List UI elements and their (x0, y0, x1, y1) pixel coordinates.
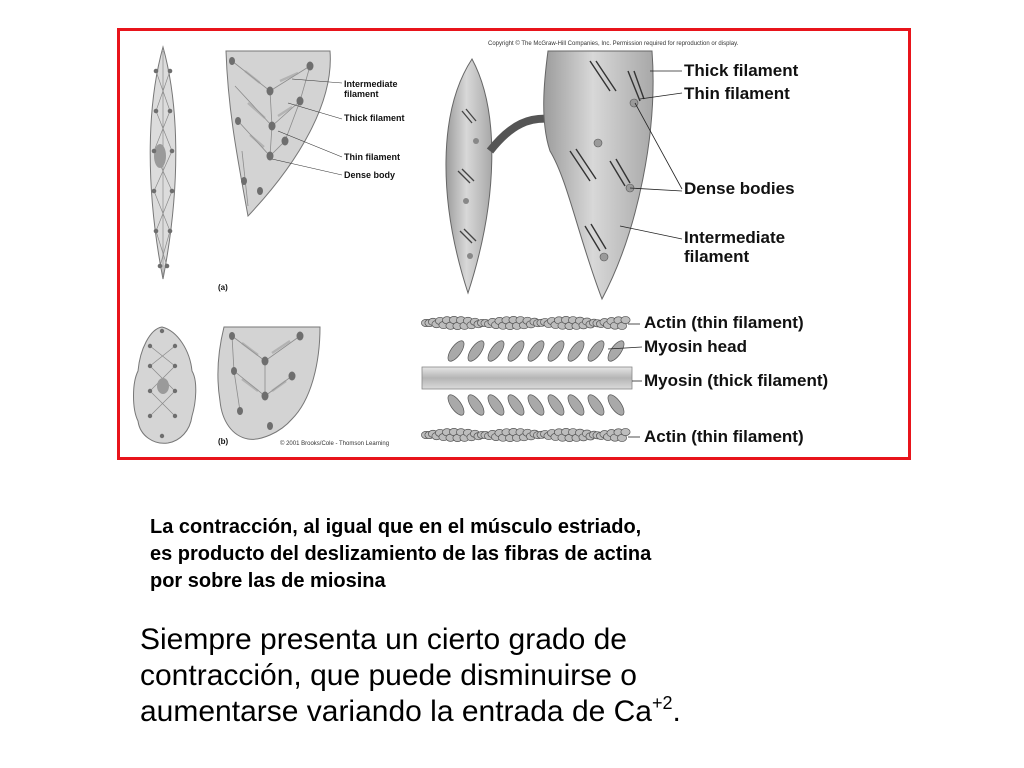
actin-top (421, 316, 630, 329)
myosin-head (545, 392, 567, 417)
caption-bold-line: La contracción, al igual que en el músculo estriado, (150, 516, 642, 538)
myosin-head (565, 338, 587, 363)
label-actin-top: Actin (thin filament) (644, 313, 804, 332)
caption-main (140, 622, 1000, 730)
myosin-head (585, 392, 607, 417)
label-thin-filament-small: Thin filament (344, 152, 400, 162)
actin-monomer (621, 428, 630, 435)
label-intermediate-filament: Intermediate filament (684, 228, 786, 266)
myosin-head (465, 392, 487, 417)
label-dense-bodies: Dense bodies (684, 179, 795, 198)
contracted-cell-enlarged (218, 327, 320, 439)
label-thin-filament: Thin filament (684, 84, 790, 103)
caption-bold (150, 514, 970, 595)
nucleus (154, 144, 166, 168)
relaxed-cell-small (150, 47, 176, 279)
myosin-thick-filament (422, 367, 632, 389)
panel-b-label: (b) (218, 437, 229, 446)
label-dense-body-small: Dense body (344, 170, 396, 180)
myosin-head (485, 392, 507, 417)
relaxed-cell-enlarged (226, 51, 342, 216)
caption-main-line: Siempre presenta un cierto grado de (140, 623, 627, 656)
contracted-cell-small (134, 327, 196, 443)
copyright-text: Copyright © The McGraw-Hill Companies, Inc. Permission required for reproduction or display. (488, 41, 739, 47)
myosin-head (505, 392, 527, 417)
label-thick-filament-small: Thick filament (344, 113, 405, 123)
myosin-head (445, 392, 467, 417)
myosin-head (465, 338, 487, 363)
label-intermediate-filament-small: Intermediate filament (344, 79, 398, 99)
myosin-head (605, 338, 627, 363)
myosin-head (505, 338, 527, 363)
myosin-head (565, 392, 587, 417)
panel-a-label: (a) (218, 283, 228, 292)
calcium-charge: +2 (652, 693, 673, 713)
myosin-head (585, 338, 607, 363)
label-actin-bottom: Actin (thin filament) (644, 427, 804, 446)
caption-main-line: contracción, que puede disminuirse o (140, 659, 637, 692)
label-myosin-head: Myosin head (644, 337, 747, 356)
figure-frame (117, 28, 911, 460)
contracted-cell-3d (544, 51, 682, 299)
myosin-head (525, 392, 547, 417)
myosin-head (485, 338, 507, 363)
copyright-bottom-text: © 2001 Brooks/Cole - Thomson Learning (280, 441, 390, 447)
myosin-head (545, 338, 567, 363)
caption-bold-line: es producto del deslizamiento de las fibras de actina (150, 543, 652, 565)
relaxed-cell-3d (446, 59, 492, 293)
label-myosin: Myosin (thick filament) (644, 371, 829, 390)
actin-monomer (621, 316, 630, 323)
myosin-head (445, 338, 467, 363)
caption-bold-line: por sobre las de miosina (150, 570, 386, 592)
label-thick-filament: Thick filament (684, 61, 799, 80)
caption-main-line-last: aumentarse variando la entrada de $Ca^{+2}$. (140, 693, 681, 728)
filament-model (421, 316, 642, 441)
myosin-head (605, 392, 627, 417)
actin-bottom (421, 428, 630, 441)
myosin-head (525, 338, 547, 363)
